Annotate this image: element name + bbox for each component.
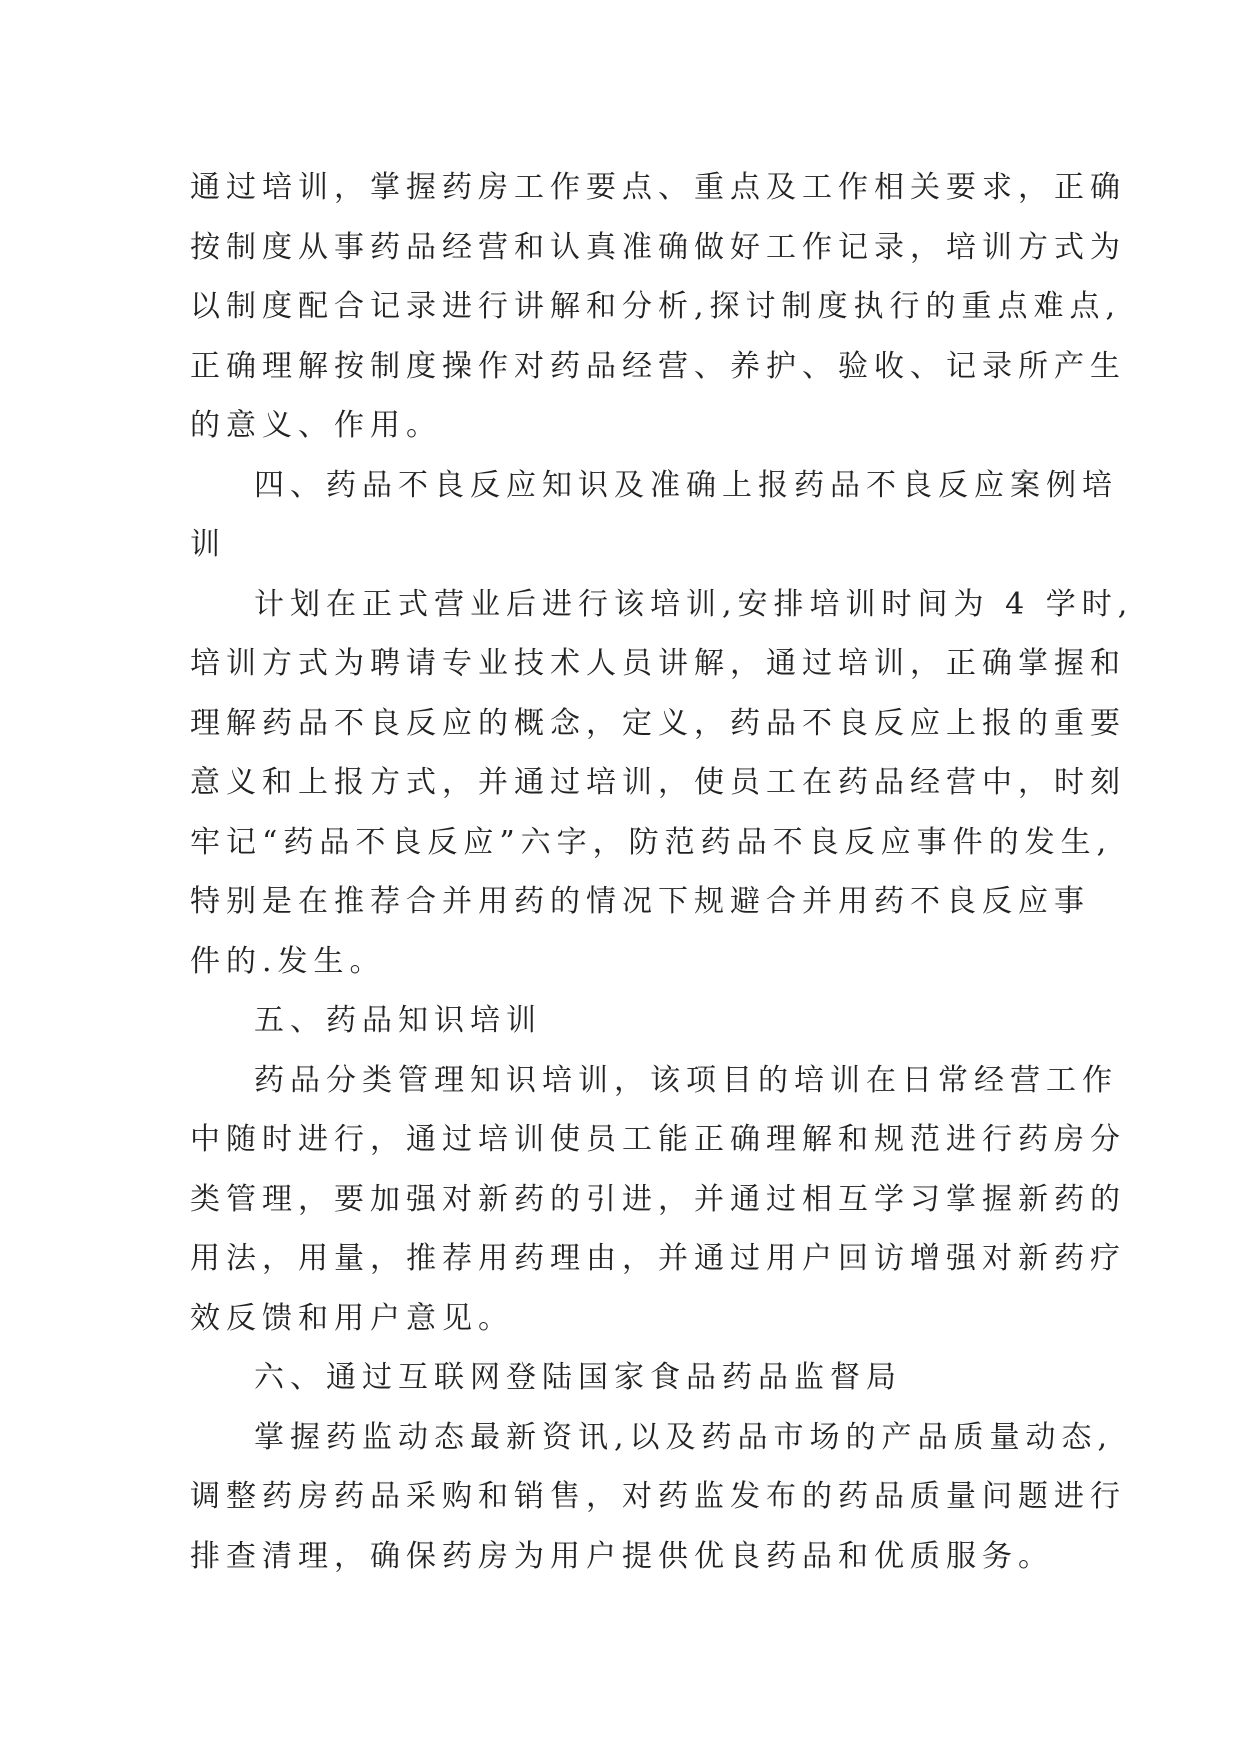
section-heading-4: 四、药品不良反应知识及准确上报药品不良反应案例培 (254, 467, 1118, 503)
text-line: 理解药品不良反应的概念，定义，药品不良反应上报的重要 (190, 705, 1126, 741)
section-heading-6: 六、通过互联网登陆国家食品药品监督局 (254, 1360, 902, 1395)
section-heading-5: 五、药品知识培训 (254, 1003, 542, 1038)
text-line: 用法，用量，推荐用药理由，并通过用户回访增强对新药疗 (190, 1241, 1126, 1276)
text-line: 计划在正式营业后进行该培训,安排培训时间为 4 学时, (254, 586, 1134, 622)
text-line: 以制度配合记录进行讲解和分析,探讨制度执行的重点难点, (190, 289, 1122, 324)
text-line: 通过培训，掌握药房工作要点、重点及工作相关要求，正确 (190, 170, 1126, 205)
text-line: 件的.发生。 (190, 943, 386, 979)
text-line: 调整药房药品采购和销售，对药监发布的药品质量问题进行 (190, 1479, 1126, 1514)
text-line: 意义和上报方式，并通过培训，使员工在药品经营中，时刻 (190, 765, 1126, 800)
text-line: 按制度从事药品经营和认真准确做好工作记录，培训方式为 (190, 229, 1126, 265)
text-line: 药品分类管理知识培训，该项目的培训在日常经营工作 (254, 1062, 1118, 1098)
text-line: 中随时进行，通过培训使员工能正确理解和规范进行药房分 (190, 1122, 1126, 1157)
text-line: 掌握药监动态最新资讯,以及药品市场的产品质量动态, (254, 1419, 1114, 1455)
text-line: 特别是在推荐合并用药的情况下规避合并用药不良反应事 (190, 884, 1090, 919)
document-body (190, 158, 1134, 1586)
text-line: 的意义、作用。 (190, 408, 442, 443)
text-line: 类管理，要加强对新药的引进，并通过相互学习掌握新药的 (190, 1181, 1126, 1217)
text-line: 效反馈和用户意见。 (190, 1300, 514, 1336)
text-line: 培训方式为聘请专业技术人员讲解，通过培训，正确掌握和 (190, 646, 1126, 681)
text-line: 正确理解按制度操作对药品经营、养护、验收、记录所产生 (190, 348, 1126, 384)
text-line: 排查清理，确保药房为用户提供优良药品和优质服务。 (190, 1538, 1054, 1574)
text-line: 牢记“药品不良反应”六字，防范药品不良反应事件的发生, (190, 824, 1113, 860)
section-heading-4-continued: 训 (190, 527, 226, 562)
